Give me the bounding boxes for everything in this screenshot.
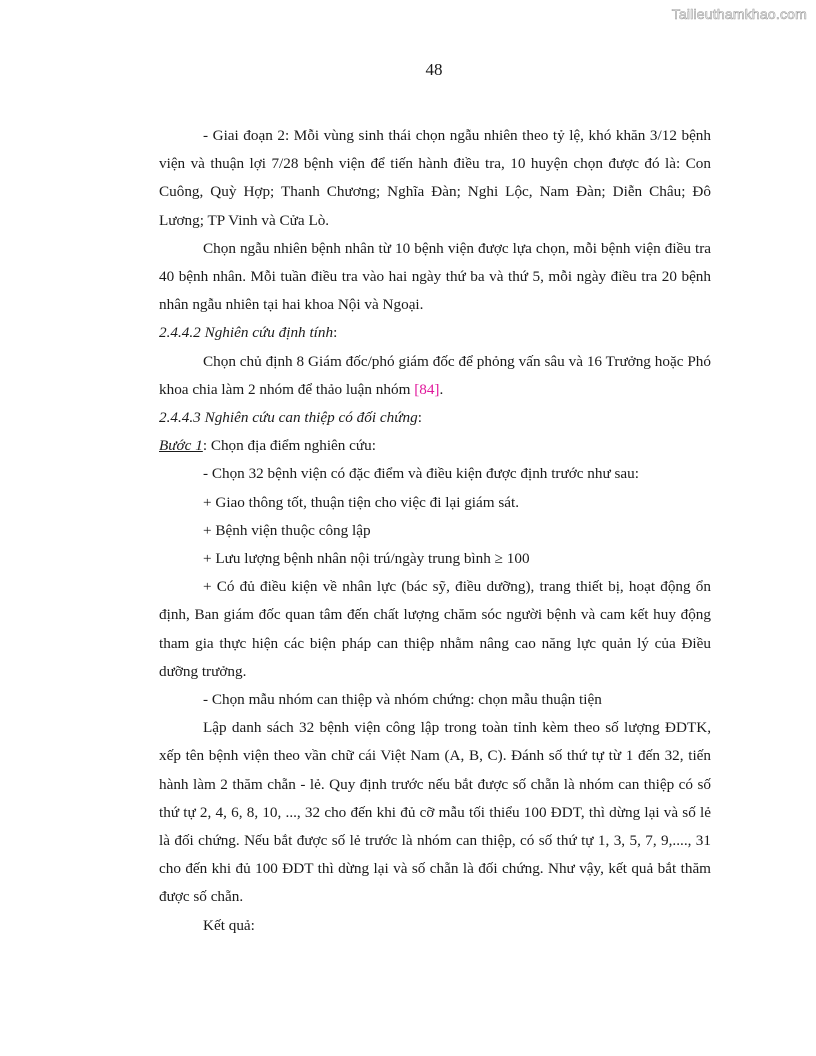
list-item-chon-mau: - Chọn mẫu nhóm can thiệp và nhóm chứng: chọn mẫu thuận tiện bbox=[203, 691, 602, 709]
ket-qua-label: Kết quả: bbox=[203, 916, 255, 934]
step-1-label: Bước 1 bbox=[159, 437, 203, 455]
paragraph-giai-doan-2: - Giai đoạn 2: Mỗi vùng sinh thái chọn ngẫu nhiên theo tỷ lệ, khó khăn 3/12 bệnh viện và thuận lợi 7/28 bệnh viện để tiến hành điều tra, 10 huyện chọn được đó là: Con Cuông, Quỳ Hợp; Thanh Chương; Nghĩa Đàn; Nghi Lộc, Nam Đàn; Diễn Châu; Đô Lương; TP Vinh và Cửa Lò. bbox=[159, 127, 711, 229]
heading-colon: : bbox=[417, 409, 422, 427]
watermark: Tailieuthamkhao.com bbox=[671, 6, 807, 22]
paragraph-lap-danh-sach: Lập danh sách 32 bệnh viện công lập trong toàn tỉnh kèm theo số lượng ĐDTK, xếp tên bệnh viện theo vần chữ cái Việt Nam (A, B, C). Đánh số thứ tự từ 1 đến 32, tiến hành làm 2 thăm chẵn - lẻ. Quy định trước nếu bắt được số chẵn là nhóm can thiệp có số thứ tự 2, 4, 6, 8, 10, ..., 32 cho đến khi đủ cỡ mẫu tối thiểu 100 ĐDT, thì dừng lại và số lẻ là đối chứng. Nếu bắt được số lẻ trước là nhóm can thiệp, có số thứ tự 1, 3, 5, 7, 9,...., 31 cho đến khi đủ 100 ĐDT thì dừng lại và số chẵn là đối chứng. Như vậy, kết quả bắt thăm được số chẵn. bbox=[159, 719, 711, 906]
step-1-line bbox=[159, 432, 711, 460]
citation-link[interactable]: [84] bbox=[414, 380, 440, 398]
criterion-dieu-kien: + Có đủ điều kiện về nhân lực (bác sỹ, điều dưỡng), trang thiết bị, hoạt động ổn định, Ban giám đốc quan tâm đến chất lượng chăm sóc người bệnh và cam kết huy động tham gia thực hiện các biện pháp can thiệp nhằm nâng cao năng lực quản lý của Điều dưỡng trưởng. bbox=[159, 578, 711, 680]
document-body bbox=[159, 122, 711, 940]
heading-text: 2.4.4.3 Nghiên cứu can thiệp có đối chứng bbox=[159, 409, 418, 427]
heading-nghien-cuu-dinh-tinh bbox=[159, 319, 711, 347]
criterion-giao-thong: + Giao thông tốt, thuận tiện cho việc đi lại giám sát. bbox=[203, 493, 520, 511]
paragraph-end: . bbox=[439, 380, 444, 398]
page-number: 48 bbox=[425, 60, 443, 79]
list-item-chon-32: - Chọn 32 bệnh viện có đặc điểm và điều kiện được định trước như sau: bbox=[203, 465, 639, 483]
criterion-luu-luong: + Lưu lượng bệnh nhân nội trú/ngày trung bình ≥ 100 bbox=[203, 550, 530, 568]
criterion-cong-lap: + Bệnh viện thuộc công lập bbox=[203, 521, 371, 539]
paragraph-text: Chọn chủ định 8 Giám đốc/phó giám đốc để phỏng vấn sâu và 16 Trưởng hoặc Phó khoa chia làm 2 nhóm để thảo luận nhóm bbox=[159, 352, 711, 398]
paragraph-chon-ngau-nhien: Chọn ngẫu nhiên bệnh nhân từ 10 bệnh viện được lựa chọn, mỗi bệnh viện điều tra 40 bệnh nhân. Mỗi tuần điều tra vào hai ngày thứ ba và thứ 5, mỗi ngày điều tra 20 bệnh nhân ngẫu nhiên tại hai khoa Nội và Ngoại. bbox=[159, 239, 711, 314]
heading-text: 2.4.4.2 Nghiên cứu định tính bbox=[159, 324, 334, 342]
step-1-text: : Chọn địa điểm nghiên cứu: bbox=[202, 437, 376, 455]
paragraph-chon-chu-dinh bbox=[159, 348, 711, 404]
heading-nghien-cuu-can-thiep bbox=[159, 404, 711, 432]
heading-colon: : bbox=[333, 324, 338, 342]
